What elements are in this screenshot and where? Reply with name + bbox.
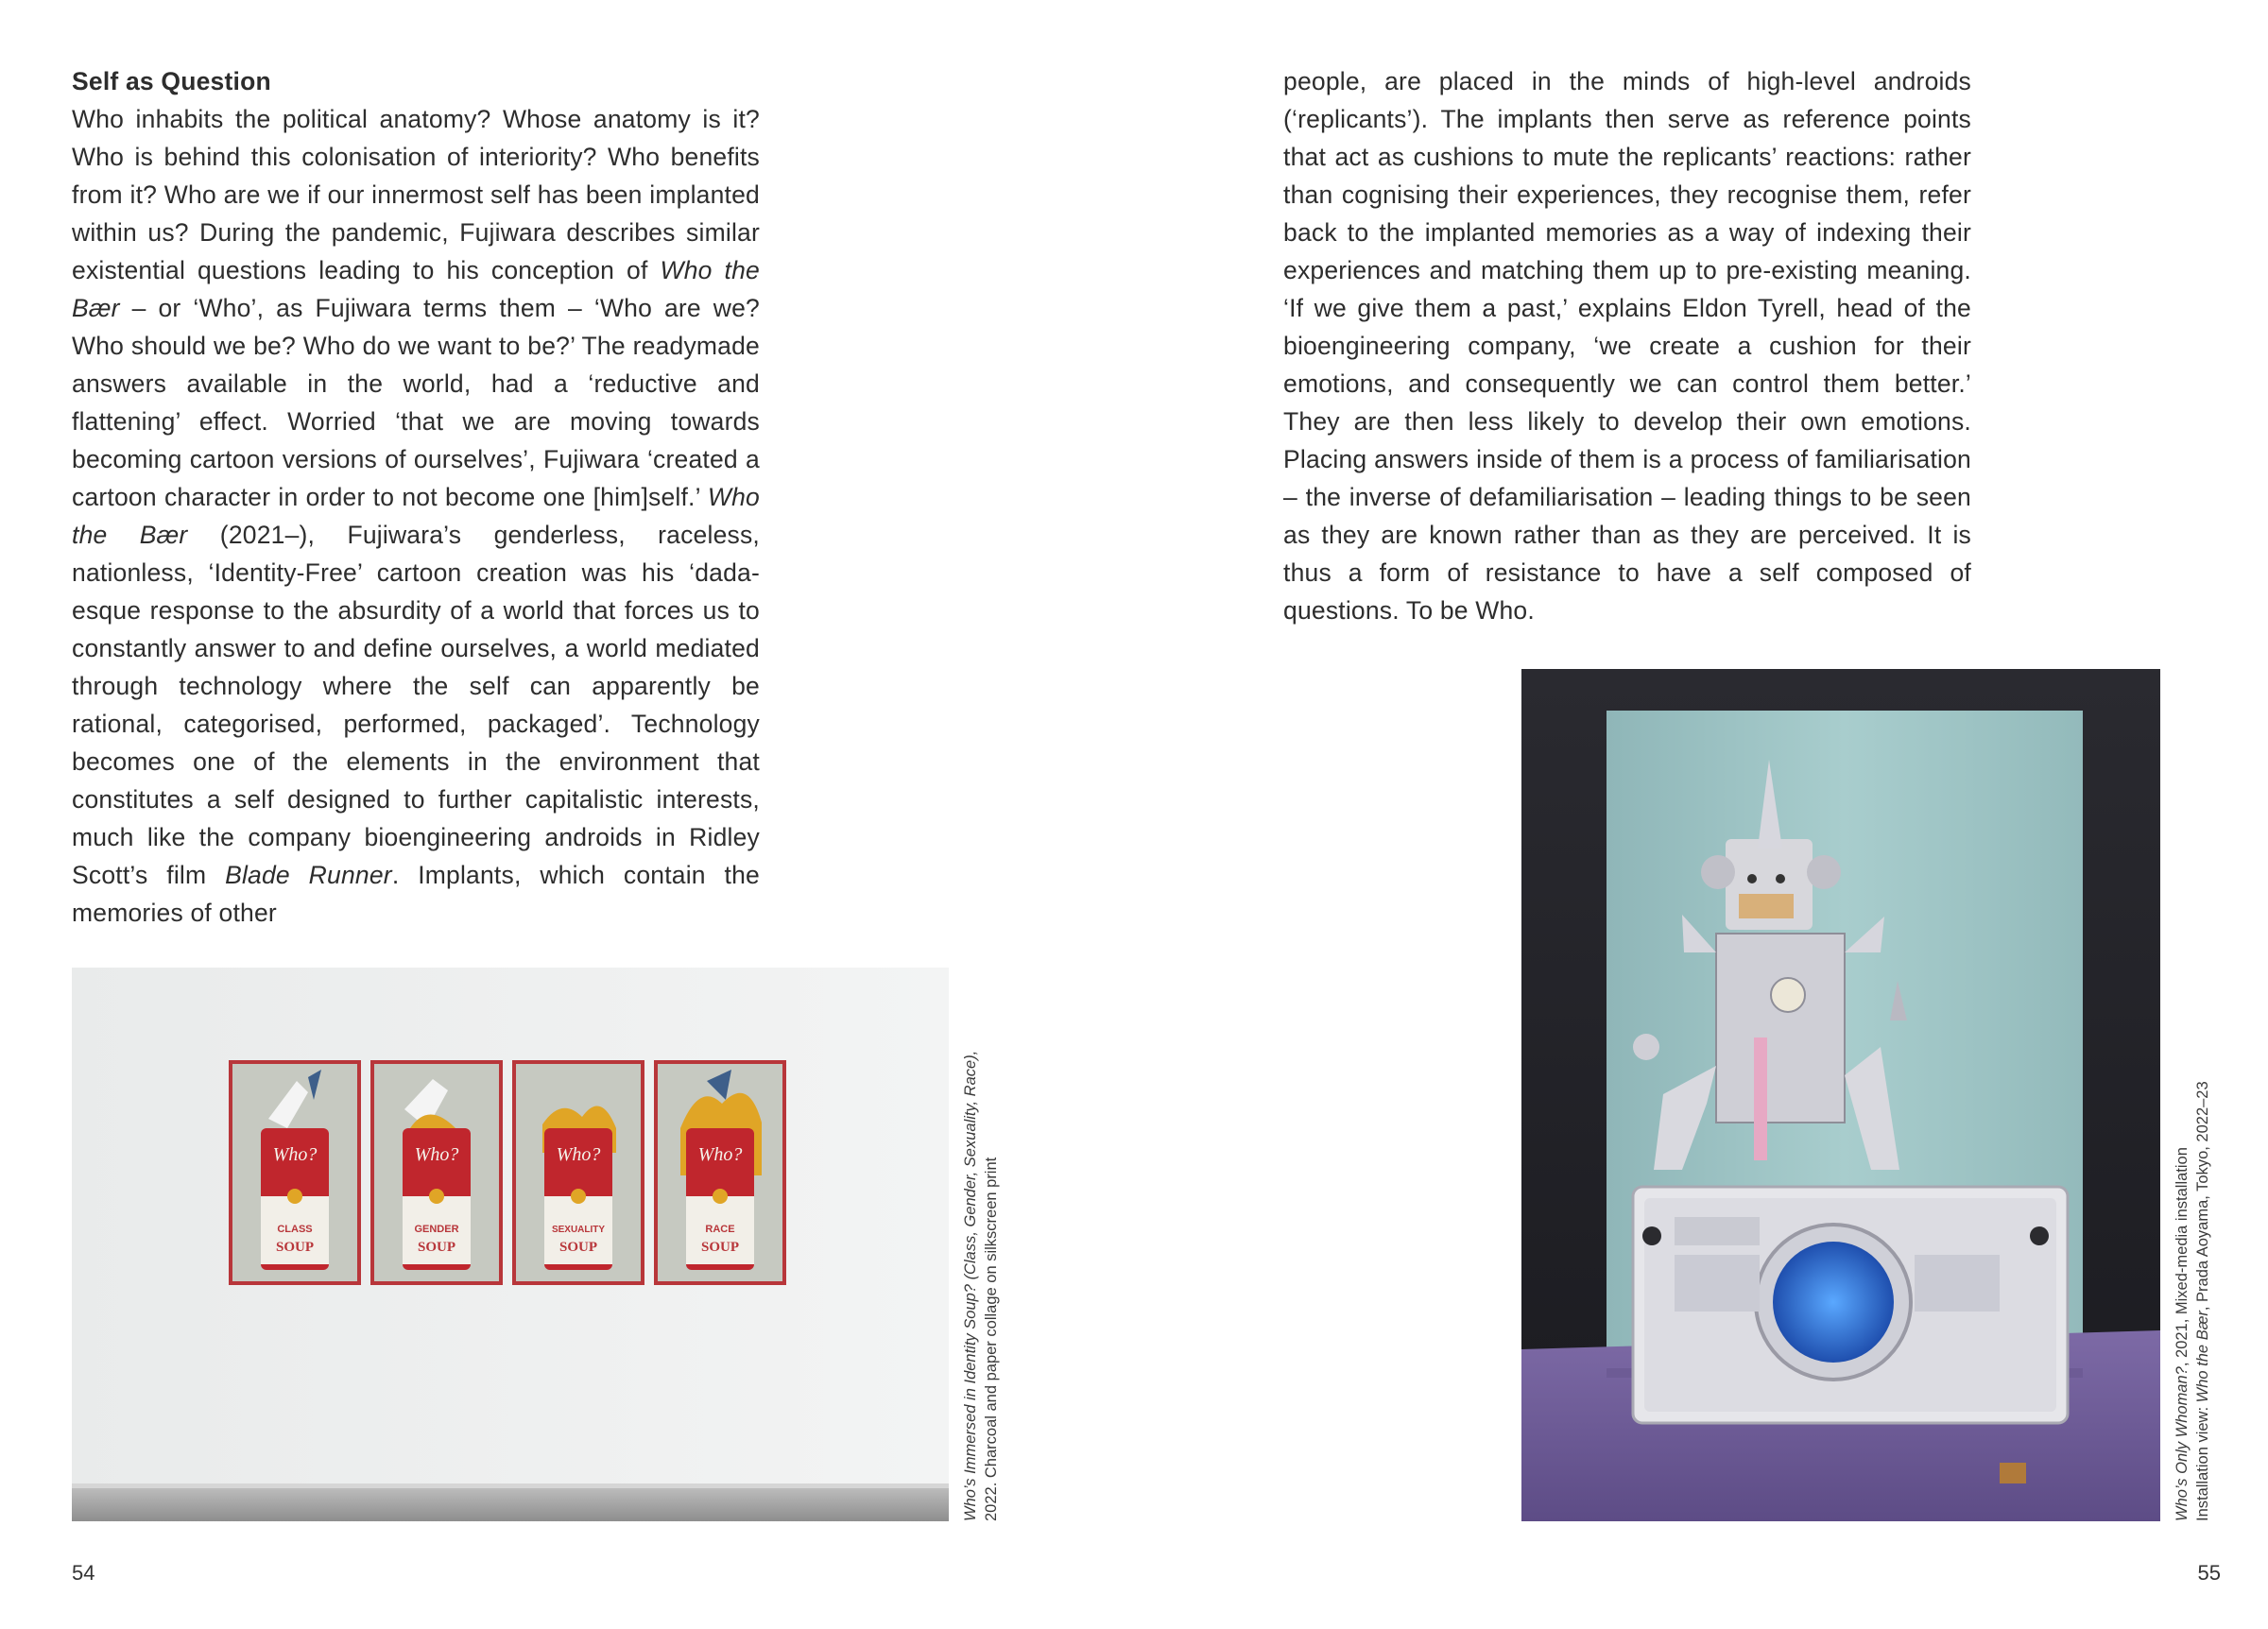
- soup-cans-photo: [72, 968, 949, 1521]
- caption-details: , 2021, Mixed-media installation: [2174, 1147, 2191, 1367]
- body-text: – or ‘Who’, as Fujiwara terms them – ‘Who are we? Who should we be? Who do we want to be?’ The readymade answers available in the world, had a ‘reductive and flattening’ effect. Worried ‘that we are moving towards becoming cartoon versions of ourselves’, Fujiwara ‘created a cartoon character in order to not become one [him]self.’: [72, 294, 760, 511]
- caption-line-1: [960, 968, 981, 1521]
- can-label-1: CLASS: [277, 1224, 313, 1235]
- can-brand-1: Who?: [272, 1144, 318, 1165]
- foot-pedal: [2000, 1463, 2026, 1483]
- caption-title: Who’s Only Whoman?: [2174, 1366, 2191, 1521]
- body-text: (2021–), Fujiwara’s genderless, raceless, nationless, ‘Identity-Free’ cartoon creation was his ‘dada-esque response to the absurdity of a world that forces us to constantly answer to and define ourselves, a world mediated through technology where the self can apparently be rational, categorised, performed, packaged’. Technology becomes one of the elements in the environment that constitutes a self designed to further capitalistic interests, much like the company bioengineering androids in Ridley Scott’s film: [72, 521, 760, 889]
- caption-line-1: [2172, 669, 2192, 1521]
- right-text-column: [1283, 62, 1971, 629]
- can-panel-1: [231, 1062, 359, 1283]
- can-label-3: SEXUALITY: [551, 1225, 606, 1235]
- left-body-paragraph: [72, 62, 760, 932]
- right-body-paragraph: people, are placed in the minds of high-level androids (‘replicants’). The implants then serve as reference points that act as cushions to mute the replicants’ reactions: rather than cognising their experiences, they recognise them, refer back to the implanted memories as a way of indexing their experiences and matching them up to pre-existing meaning. ‘If we give them a past,’ explains Eldon Tyrell, head of the bioengineering company, ‘we create a cushion for their emotions, and consequently we can control them better.’ They are then less likely to develop their own emotions. Placing answers inside of them is a process of familiarisation – the inverse of defamiliarisation – leading things to be seen as they are known rather than as they are perceived. It is thus a form of resistance to have a self composed of questions. To be Who.: [1283, 67, 1971, 625]
- body-italic: Who the Bær: [72, 256, 760, 322]
- soup-cans-illustration: [72, 968, 949, 1521]
- section-heading: Self as Question: [72, 67, 271, 95]
- caption-view-label: Installation view:: [2194, 1402, 2211, 1521]
- robot-photo-caption: [2172, 669, 2213, 1521]
- can-panel-4: [656, 1062, 784, 1283]
- can-label-2: GENDER: [414, 1224, 459, 1235]
- can-soup-1: SOUP: [275, 1240, 315, 1255]
- can-label-4: RACE: [705, 1224, 735, 1235]
- can-brand-2: Who?: [414, 1144, 459, 1165]
- can-panel-2: [372, 1062, 501, 1283]
- can-soup-3: SOUP: [558, 1240, 598, 1255]
- can-panel-3: [514, 1062, 643, 1283]
- right-page: [1134, 0, 2268, 1629]
- can-soup-4: SOUP: [700, 1240, 740, 1255]
- caption-title: Who’s Immersed in Identity Soup? (Class, Gender, Sexuality, Race),: [962, 1050, 979, 1521]
- caption-exhibition: Who the Bær: [2194, 1311, 2211, 1403]
- page-number-left: 54: [72, 1561, 95, 1585]
- body-italic: Blade Runner: [225, 861, 392, 889]
- can-brand-3: Who?: [556, 1144, 601, 1165]
- left-text-column: [72, 62, 760, 932]
- caption-venue: , Prada Aoyama, Tokyo, 2022–23: [2194, 1081, 2211, 1312]
- caption-line-2: 2022. Charcoal and paper collage on silkscreen print: [983, 1157, 1000, 1521]
- page-number-right: 55: [2197, 1561, 2221, 1585]
- body-italic: Who the Bær: [72, 483, 760, 549]
- body-text: . Implants, which contain the memories of other: [72, 861, 760, 927]
- can-soup-2: SOUP: [417, 1240, 456, 1255]
- robot-installation-illustration: [1521, 669, 2160, 1521]
- can-brand-4: Who?: [697, 1144, 743, 1165]
- robot-installation-photo: [1521, 669, 2160, 1521]
- caption-line-2: [2192, 669, 2213, 1521]
- robot-console: [1633, 1187, 2068, 1423]
- body-text: Who inhabits the political anatomy? Whose anatomy is it? Who is behind this colonisation of interiority? Who benefits from it? Who are we if our innermost self has been implanted within us? During the pandemic, Fujiwara describes similar existential questions leading to his conception of: [72, 105, 760, 284]
- soup-photo-caption: [960, 968, 1002, 1521]
